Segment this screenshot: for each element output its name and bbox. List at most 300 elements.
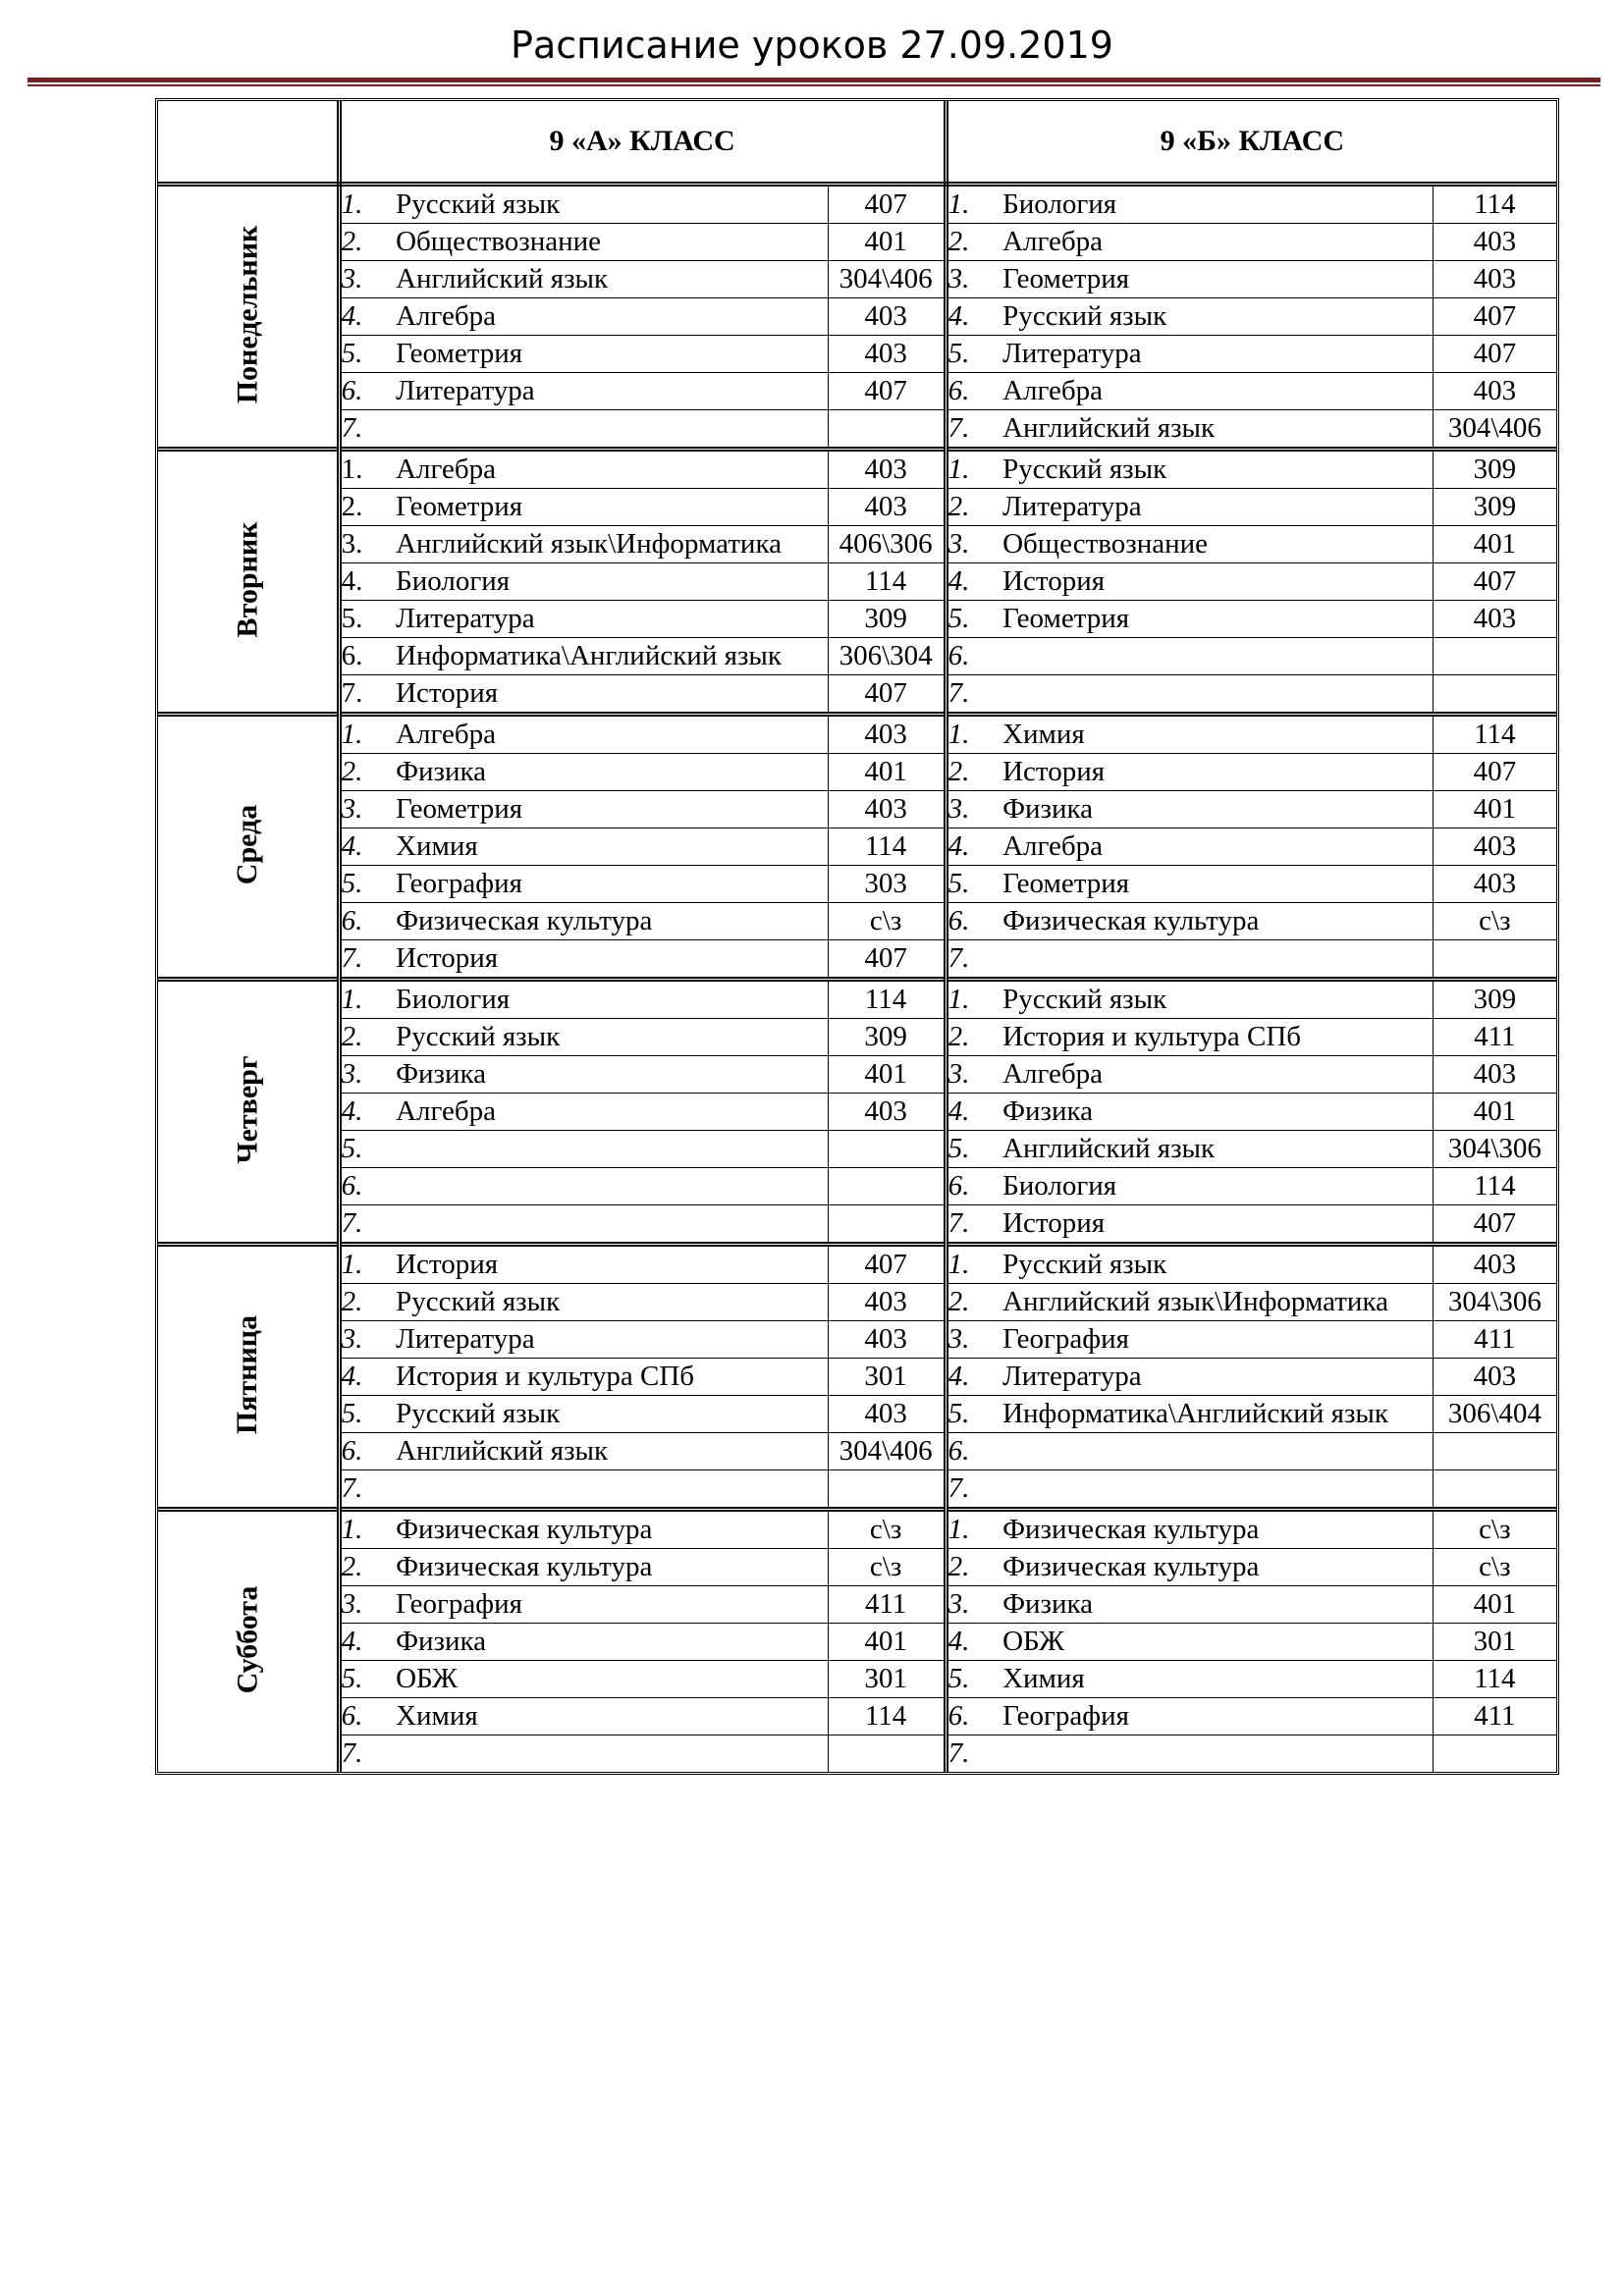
lesson-room: 403 bbox=[828, 298, 946, 336]
lesson-row bbox=[158, 1661, 1556, 1698]
lesson-number: 1. bbox=[339, 1510, 396, 1549]
lesson-subject bbox=[1002, 1433, 1433, 1470]
lesson-subject bbox=[396, 410, 828, 450]
day-label: Суббота bbox=[231, 1585, 264, 1693]
lesson-row bbox=[158, 1321, 1556, 1359]
lesson-row bbox=[158, 1510, 1556, 1549]
lesson-row bbox=[158, 1470, 1556, 1510]
lesson-subject: Литература bbox=[1002, 489, 1433, 526]
day-label: Вторник bbox=[231, 521, 264, 637]
lesson-row bbox=[158, 1698, 1556, 1735]
lesson-subject: Геометрия bbox=[1002, 601, 1433, 638]
lesson-row bbox=[158, 1205, 1556, 1245]
lesson-number: 5. bbox=[339, 1661, 396, 1698]
lesson-number: 2. bbox=[339, 754, 396, 791]
lesson-room: 309 bbox=[1433, 980, 1556, 1019]
lesson-number: 5. bbox=[946, 866, 1002, 903]
lesson-room bbox=[1433, 940, 1556, 980]
lesson-subject: Физическая культура bbox=[1002, 903, 1433, 940]
lesson-number: 6. bbox=[339, 1698, 396, 1735]
lesson-subject: Алгебра bbox=[396, 1094, 828, 1131]
lesson-subject: Английский язык\Информатика bbox=[396, 526, 828, 563]
lesson-subject: Английский язык bbox=[1002, 1131, 1433, 1168]
lesson-subject: История и культура СПб bbox=[1002, 1019, 1433, 1056]
lesson-subject: Геометрия bbox=[1002, 261, 1433, 298]
day-cell bbox=[158, 450, 339, 715]
lesson-row bbox=[158, 224, 1556, 261]
lesson-room: 403 bbox=[1433, 828, 1556, 866]
lesson-room: 403 bbox=[828, 791, 946, 828]
lesson-subject: История bbox=[396, 942, 499, 974]
lesson-subject: Информатика\Английский язык bbox=[396, 638, 828, 675]
lesson-subject: Литература bbox=[396, 373, 828, 410]
lesson-number: 1. bbox=[339, 980, 396, 1019]
lesson-subject: Физическая культура bbox=[396, 903, 828, 940]
lesson-row bbox=[158, 828, 1556, 866]
lesson-room bbox=[828, 1735, 946, 1773]
lesson-subject: ОБЖ bbox=[1002, 1624, 1433, 1661]
lesson-subject: История bbox=[396, 1245, 828, 1284]
lesson-subject bbox=[396, 1205, 828, 1245]
lesson-room bbox=[828, 1131, 946, 1168]
lesson-subject: Биология bbox=[396, 980, 828, 1019]
lesson-subject: Геометрия bbox=[1002, 866, 1433, 903]
lesson-number: 4. bbox=[946, 1624, 1002, 1661]
lesson-subject: Литература bbox=[396, 1321, 828, 1359]
lesson-room bbox=[1433, 1433, 1556, 1470]
lesson-subject: История bbox=[1002, 563, 1433, 601]
lesson-subject: Физика bbox=[1002, 1586, 1433, 1624]
lesson-room: 407 bbox=[1433, 1205, 1556, 1245]
lesson-number: 7. bbox=[341, 942, 363, 974]
lesson-room: 407 bbox=[1433, 754, 1556, 791]
lesson-subject bbox=[1002, 940, 1433, 980]
lesson-subject: Обществознание bbox=[1002, 526, 1433, 563]
lesson-room: 304\406 bbox=[1433, 410, 1556, 450]
lesson-subject: Русский язык bbox=[396, 1019, 828, 1056]
lesson-number: 5. bbox=[946, 1131, 1002, 1168]
lesson-number: 1. bbox=[946, 1245, 1002, 1284]
lesson-number: 7. bbox=[341, 1207, 363, 1239]
lesson-subject: Английский язык bbox=[396, 1433, 828, 1470]
lesson-subject: Литература bbox=[396, 601, 828, 638]
lesson-room: 114 bbox=[828, 563, 946, 601]
lesson-number: 3. bbox=[946, 1586, 1002, 1624]
lesson-row bbox=[158, 450, 1556, 489]
lesson-subject: Алгебра bbox=[396, 715, 828, 754]
lesson-subject: Русский язык bbox=[396, 1284, 828, 1321]
lesson-room: 401 bbox=[828, 1624, 946, 1661]
lesson-row bbox=[158, 1624, 1556, 1661]
lesson-row bbox=[158, 1094, 1556, 1131]
lesson-room: 401 bbox=[1433, 1094, 1556, 1131]
lesson-number: 3. bbox=[339, 1321, 396, 1359]
lesson-number: 4. bbox=[339, 1624, 396, 1661]
lesson-room bbox=[828, 1470, 946, 1510]
lesson-room: 114 bbox=[1433, 1661, 1556, 1698]
lesson-room: 309 bbox=[828, 601, 946, 638]
lesson-room bbox=[828, 1168, 946, 1205]
lesson-subject: Русский язык bbox=[1002, 980, 1433, 1019]
lesson-number: 4. bbox=[946, 298, 1002, 336]
lesson-room: 303 bbox=[828, 866, 946, 903]
lesson-number: 5. bbox=[946, 336, 1002, 373]
lesson-subject: География bbox=[396, 1586, 828, 1624]
lesson-subject: Английский язык bbox=[396, 261, 828, 298]
lesson-row bbox=[158, 675, 1556, 715]
day-cell bbox=[158, 980, 339, 1245]
lesson-row bbox=[158, 1131, 1556, 1168]
lesson-subject: Алгебра bbox=[396, 298, 828, 336]
lesson-subject: Русский язык bbox=[396, 185, 828, 224]
lesson-room: 411 bbox=[1433, 1019, 1556, 1056]
lesson-number: 3. bbox=[339, 1056, 396, 1094]
lesson-number: 5. bbox=[339, 336, 396, 373]
lesson-number: 7. bbox=[947, 412, 970, 444]
lesson-room: с\з bbox=[1433, 1549, 1556, 1586]
lesson-subject: Русский язык bbox=[396, 1396, 828, 1433]
lesson-number: 6. bbox=[946, 903, 1002, 940]
lesson-subject: Физическая культура bbox=[1002, 1510, 1433, 1549]
lesson-number: 3. bbox=[339, 1586, 396, 1624]
lesson-number: 4. bbox=[339, 298, 396, 336]
day-label: Пятница bbox=[231, 1314, 264, 1434]
lesson-number: 4. bbox=[339, 1094, 396, 1131]
lesson-number: 7. bbox=[947, 1737, 970, 1769]
schedule-table bbox=[155, 98, 1559, 1775]
lesson-room: 403 bbox=[828, 1396, 946, 1433]
lesson-room: 411 bbox=[1433, 1698, 1556, 1735]
lesson-room: 403 bbox=[1433, 1056, 1556, 1094]
lesson-subject: Физическая культура bbox=[1002, 1549, 1433, 1586]
lesson-room bbox=[1433, 1470, 1556, 1510]
lesson-subject: Информатика\Английский язык bbox=[1002, 1396, 1433, 1433]
lesson-number: 2. bbox=[339, 1549, 396, 1586]
lesson-number: 4. bbox=[946, 1359, 1002, 1396]
lesson-room: 403 bbox=[1433, 373, 1556, 410]
lesson-number: 1. bbox=[339, 185, 396, 224]
lesson-room: 114 bbox=[828, 1698, 946, 1735]
lesson-room: 301 bbox=[1433, 1624, 1556, 1661]
lesson-number: 3. bbox=[946, 1056, 1002, 1094]
lesson-number: 4. bbox=[339, 828, 396, 866]
lesson-room: 403 bbox=[828, 489, 946, 526]
lesson-number: 7. bbox=[341, 677, 363, 709]
lesson-subject: Геометрия bbox=[396, 791, 828, 828]
lesson-room: 403 bbox=[828, 715, 946, 754]
lesson-row bbox=[158, 1359, 1556, 1396]
day-label: Понедельник bbox=[231, 225, 264, 403]
lesson-subject: История bbox=[1002, 1207, 1106, 1239]
lesson-row bbox=[158, 1284, 1556, 1321]
lesson-number: 6. bbox=[339, 1168, 396, 1205]
lesson-room: 407 bbox=[828, 373, 946, 410]
lesson-room bbox=[1433, 1735, 1556, 1773]
class-header-9a: 9 «А» КЛАСС bbox=[339, 101, 946, 185]
lesson-room: с\з bbox=[828, 903, 946, 940]
lesson-subject: История bbox=[396, 677, 499, 709]
lesson-number: 2. bbox=[339, 1019, 396, 1056]
lesson-subject: География bbox=[1002, 1698, 1433, 1735]
lesson-number: 3. bbox=[339, 526, 396, 563]
lesson-room: 407 bbox=[828, 185, 946, 224]
day-label: Среда bbox=[231, 804, 264, 884]
lesson-row bbox=[158, 601, 1556, 638]
lesson-room: 403 bbox=[1433, 1245, 1556, 1284]
lesson-subject: Физика bbox=[1002, 1094, 1433, 1131]
lesson-subject bbox=[396, 1470, 828, 1510]
lesson-room: 114 bbox=[1433, 185, 1556, 224]
lesson-row bbox=[158, 715, 1556, 754]
lesson-room: 401 bbox=[1433, 1586, 1556, 1624]
lesson-room: 403 bbox=[828, 1094, 946, 1131]
lesson-number: 3. bbox=[946, 1321, 1002, 1359]
lesson-row bbox=[158, 1168, 1556, 1205]
lesson-number: 4. bbox=[339, 1359, 396, 1396]
lesson-row bbox=[158, 336, 1556, 373]
lesson-subject: Английский язык\Информатика bbox=[1002, 1284, 1433, 1321]
lesson-room: с\з bbox=[828, 1510, 946, 1549]
lesson-subject: История bbox=[1002, 754, 1433, 791]
day-cell bbox=[158, 1245, 339, 1510]
lesson-room: 401 bbox=[1433, 526, 1556, 563]
lesson-room: 403 bbox=[828, 1321, 946, 1359]
lesson-subject bbox=[1002, 638, 1433, 675]
lesson-subject: Русский язык bbox=[1002, 298, 1433, 336]
lesson-subject bbox=[396, 1735, 828, 1773]
lesson-room: 309 bbox=[828, 1019, 946, 1056]
lesson-row bbox=[158, 1056, 1556, 1094]
lesson-number: 1. bbox=[946, 1510, 1002, 1549]
lesson-number: 5. bbox=[339, 1396, 396, 1433]
lesson-room: 403 bbox=[1433, 866, 1556, 903]
lesson-subject: Алгебра bbox=[1002, 224, 1433, 261]
lesson-subject: Алгебра bbox=[396, 450, 828, 489]
lesson-subject: Литература bbox=[1002, 1359, 1433, 1396]
lesson-row bbox=[158, 373, 1556, 410]
lesson-subject: Алгебра bbox=[1002, 1056, 1433, 1094]
lesson-number: 2. bbox=[339, 489, 396, 526]
lesson-row bbox=[158, 940, 1556, 980]
lesson-subject: Геометрия bbox=[396, 336, 828, 373]
lesson-row bbox=[158, 1433, 1556, 1470]
lesson-number: 5. bbox=[339, 866, 396, 903]
lesson-subject: Физика bbox=[396, 1624, 828, 1661]
lesson-subject: Биология bbox=[396, 563, 828, 601]
lesson-number: 2. bbox=[946, 1284, 1002, 1321]
lesson-subject: Физика bbox=[396, 1056, 828, 1094]
lesson-room: 407 bbox=[1433, 298, 1556, 336]
lesson-room: 403 bbox=[1433, 601, 1556, 638]
lesson-room: 306\404 bbox=[1433, 1396, 1556, 1433]
lesson-room: 301 bbox=[828, 1359, 946, 1396]
lesson-number: 5. bbox=[946, 1661, 1002, 1698]
lesson-number: 7. bbox=[341, 412, 363, 444]
lesson-subject bbox=[1002, 675, 1433, 715]
lesson-row bbox=[158, 866, 1556, 903]
lesson-row bbox=[158, 980, 1556, 1019]
lesson-room: 309 bbox=[1433, 489, 1556, 526]
lesson-room: 403 bbox=[1433, 224, 1556, 261]
lesson-room bbox=[828, 1205, 946, 1245]
lesson-row bbox=[158, 526, 1556, 563]
lesson-row bbox=[158, 489, 1556, 526]
title-divider-thin bbox=[27, 84, 1600, 86]
lesson-room bbox=[828, 410, 946, 450]
lesson-room: 306\304 bbox=[828, 638, 946, 675]
lesson-row bbox=[158, 1586, 1556, 1624]
lesson-room: 309 bbox=[1433, 450, 1556, 489]
lesson-subject: ОБЖ bbox=[396, 1661, 828, 1698]
lesson-number: 1. bbox=[946, 185, 1002, 224]
lesson-subject bbox=[396, 1131, 828, 1168]
lesson-number: 6. bbox=[339, 1433, 396, 1470]
lesson-subject: Химия bbox=[396, 828, 828, 866]
lesson-row bbox=[158, 563, 1556, 601]
lesson-subject: Химия bbox=[396, 1698, 828, 1735]
lesson-room: 304\406 bbox=[828, 261, 946, 298]
lesson-subject: Геометрия bbox=[396, 489, 828, 526]
lesson-row bbox=[158, 754, 1556, 791]
lesson-number: 7. bbox=[947, 942, 970, 974]
lesson-number: 3. bbox=[339, 261, 396, 298]
lesson-subject: География bbox=[1002, 1321, 1433, 1359]
lesson-room: 114 bbox=[1433, 1168, 1556, 1205]
lesson-subject: Литература bbox=[1002, 336, 1433, 373]
lesson-row bbox=[158, 1245, 1556, 1284]
corner-cell bbox=[158, 101, 339, 185]
lesson-room: 401 bbox=[828, 224, 946, 261]
lesson-number: 2. bbox=[946, 224, 1002, 261]
lesson-number: 2. bbox=[946, 1549, 1002, 1586]
day-cell bbox=[158, 185, 339, 450]
lesson-room: 403 bbox=[828, 1284, 946, 1321]
lesson-number: 3. bbox=[946, 526, 1002, 563]
lesson-room: 401 bbox=[1433, 791, 1556, 828]
lesson-number: 2. bbox=[339, 1284, 396, 1321]
lesson-room: 407 bbox=[828, 1245, 946, 1284]
lesson-number: 6. bbox=[339, 903, 396, 940]
lesson-subject: Физическая культура bbox=[396, 1549, 828, 1586]
lesson-row bbox=[158, 410, 1556, 450]
day-cell bbox=[158, 1510, 339, 1773]
lesson-number: 2. bbox=[946, 489, 1002, 526]
lesson-row bbox=[158, 1549, 1556, 1586]
lesson-number: 6. bbox=[339, 373, 396, 410]
lesson-number: 1. bbox=[339, 450, 396, 489]
day-cell bbox=[158, 715, 339, 980]
lesson-number: 4. bbox=[946, 563, 1002, 601]
lesson-row bbox=[158, 638, 1556, 675]
lesson-number: 6. bbox=[946, 638, 1002, 675]
lesson-row bbox=[158, 1019, 1556, 1056]
lesson-number: 7. bbox=[947, 677, 970, 709]
lesson-subject: Химия bbox=[1002, 715, 1433, 754]
lesson-number: 4. bbox=[339, 563, 396, 601]
lesson-row bbox=[158, 1396, 1556, 1433]
lesson-number: 2. bbox=[946, 754, 1002, 791]
lesson-room: 401 bbox=[828, 1056, 946, 1094]
lesson-number: 1. bbox=[946, 450, 1002, 489]
title-divider bbox=[27, 78, 1600, 82]
lesson-number: 5. bbox=[339, 601, 396, 638]
lesson-number: 6. bbox=[946, 1168, 1002, 1205]
lesson-room: 114 bbox=[1433, 715, 1556, 754]
lesson-subject bbox=[1002, 1470, 1433, 1510]
lesson-room: 301 bbox=[828, 1661, 946, 1698]
lesson-room: 411 bbox=[1433, 1321, 1556, 1359]
lesson-subject bbox=[1002, 1735, 1433, 1773]
lesson-number: 6. bbox=[339, 638, 396, 675]
lesson-row bbox=[158, 298, 1556, 336]
lesson-room: 114 bbox=[828, 980, 946, 1019]
lesson-number: 4. bbox=[946, 1094, 1002, 1131]
lesson-number: 7. bbox=[947, 1472, 970, 1504]
lesson-number: 7. bbox=[947, 1207, 970, 1239]
lesson-room: 304\406 bbox=[828, 1433, 946, 1470]
lesson-subject: Биология bbox=[1002, 1168, 1433, 1205]
class-header-9b: 9 «Б» КЛАСС bbox=[946, 101, 1556, 185]
day-label: Четверг bbox=[231, 1055, 264, 1163]
lesson-number: 1. bbox=[339, 1245, 396, 1284]
lesson-subject: Химия bbox=[1002, 1661, 1433, 1698]
lesson-subject: География bbox=[396, 866, 828, 903]
lesson-room bbox=[1433, 638, 1556, 675]
lesson-number: 3. bbox=[339, 791, 396, 828]
lesson-subject: Физическая культура bbox=[396, 1510, 828, 1549]
lesson-number: 7. bbox=[341, 1737, 363, 1769]
lesson-subject: Английский язык bbox=[1002, 412, 1216, 444]
page-title: Расписание уроков 27.09.2019 bbox=[511, 24, 1113, 67]
lesson-room: с\з bbox=[1433, 1510, 1556, 1549]
lesson-number: 7. bbox=[341, 1472, 363, 1504]
lesson-room: с\з bbox=[1433, 903, 1556, 940]
lesson-room: 403 bbox=[828, 336, 946, 373]
lesson-room: 406\306 bbox=[828, 526, 946, 563]
lesson-number: 2. bbox=[946, 1019, 1002, 1056]
lesson-row bbox=[158, 903, 1556, 940]
lesson-row bbox=[158, 261, 1556, 298]
lesson-room: 403 bbox=[1433, 261, 1556, 298]
lesson-number: 2. bbox=[339, 224, 396, 261]
lesson-subject: Биология bbox=[1002, 185, 1433, 224]
lesson-subject: Обществознание bbox=[396, 224, 828, 261]
lesson-room: 304\306 bbox=[1433, 1284, 1556, 1321]
lesson-room: 411 bbox=[828, 1586, 946, 1624]
lesson-room: 403 bbox=[1433, 1359, 1556, 1396]
lesson-subject: Алгебра bbox=[1002, 373, 1433, 410]
lesson-number: 5. bbox=[339, 1131, 396, 1168]
lesson-number: 5. bbox=[946, 1396, 1002, 1433]
lesson-subject: Русский язык bbox=[1002, 450, 1433, 489]
lesson-room: с\з bbox=[828, 1549, 946, 1586]
lesson-number: 6. bbox=[946, 1433, 1002, 1470]
lesson-number: 4. bbox=[946, 828, 1002, 866]
lesson-number: 6. bbox=[946, 1698, 1002, 1735]
lesson-room: 114 bbox=[828, 828, 946, 866]
lesson-row bbox=[158, 791, 1556, 828]
lesson-number: 1. bbox=[946, 715, 1002, 754]
lesson-subject: Физика bbox=[396, 754, 828, 791]
lesson-number: 5. bbox=[946, 601, 1002, 638]
lesson-number: 3. bbox=[946, 791, 1002, 828]
lesson-number: 1. bbox=[946, 980, 1002, 1019]
lesson-room: 407 bbox=[1433, 336, 1556, 373]
lesson-row bbox=[158, 1735, 1556, 1773]
lesson-subject: Физика bbox=[1002, 791, 1433, 828]
lesson-room: 407 bbox=[828, 940, 946, 980]
lesson-number: 1. bbox=[339, 715, 396, 754]
